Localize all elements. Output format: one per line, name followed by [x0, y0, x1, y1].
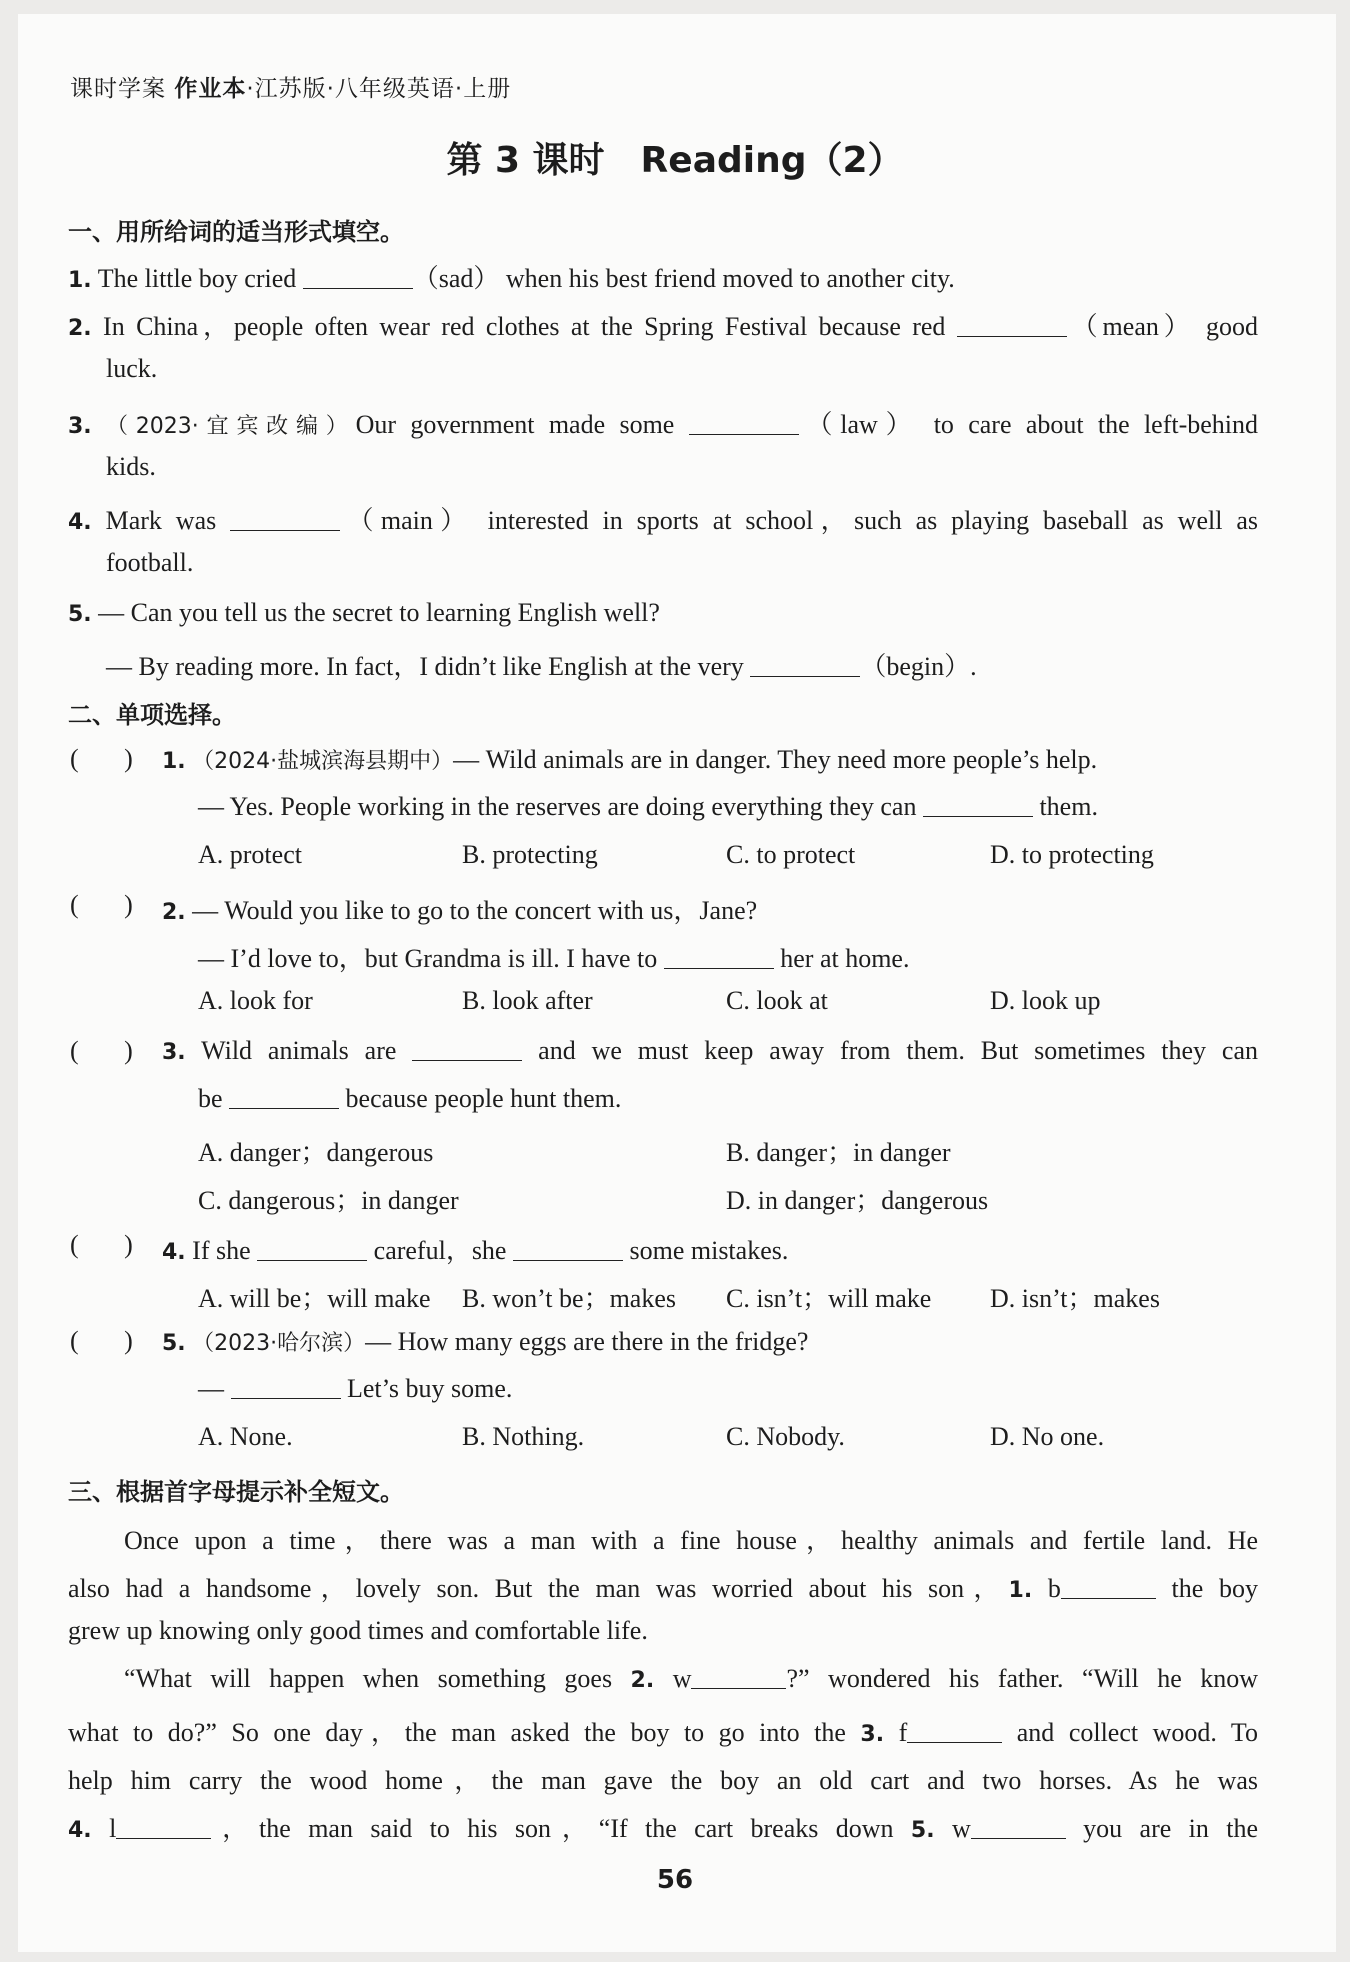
s2-question-5: 5. （2023·哈尔滨）— How many eggs are there in the fridge? [162, 1327, 809, 1356]
answer-blank[interactable] [412, 1038, 522, 1061]
s2-question-4: 4. If she careful，she some mistakes. [162, 1236, 789, 1265]
answer-blank[interactable] [691, 1666, 786, 1689]
answer-blank[interactable] [230, 508, 340, 531]
option-c[interactable]: C. dangerous；in danger [198, 1186, 459, 1215]
s2-question-1: 1. （2024·盐城滨海县期中）— Wild animals are in danger. They need more people’s help. [162, 745, 1098, 774]
s1-question-4-cont: football. [106, 548, 194, 577]
s1-question-4: 4. Mark was （main） interested in sports at school，such as playing baseball as well as [68, 506, 1258, 535]
answer-paren[interactable]: ( ) [70, 1326, 133, 1355]
section-2-heading: 二、单项选择。 [68, 701, 236, 729]
passage-line: help him carry the wood home，the man gave the boy an old cart and two horses. As he was [68, 1766, 1258, 1795]
answer-blank[interactable] [303, 266, 413, 289]
option-a[interactable]: A. danger；dangerous [198, 1138, 434, 1167]
option-a[interactable]: A. protect [198, 840, 302, 869]
page-number: 56 [656, 1865, 694, 1895]
book-type: 作业本 [174, 76, 247, 102]
passage-line: also had a handsome，lovely son. But the man was worried about his son，1. b the boy [68, 1574, 1259, 1603]
answer-blank[interactable] [257, 1238, 367, 1261]
option-d[interactable]: D. in danger；dangerous [726, 1186, 989, 1215]
book-series: 课时学案 [70, 76, 166, 102]
s1-question-1: 1. The little boy cried （sad） when his best friend moved to another city. [68, 264, 955, 293]
s2-question-2: 2. — Would you like to go to the concert with us，Jane? [162, 896, 758, 925]
answer-blank[interactable] [513, 1238, 623, 1261]
s1-question-2: 2. In China，people often wear red clothes at the Spring Festival because red （mean） good [68, 312, 1258, 341]
answer-paren[interactable]: ( ) [70, 1230, 133, 1259]
passage-line: Once upon a time，there was a man with a fine house，healthy animals and fertile land. He [124, 1526, 1258, 1555]
book-edition: ·江苏版·八年级英语·上册 [246, 76, 512, 102]
s2-question-3-cont: be because people hunt them. [198, 1084, 622, 1113]
s2-question-2-reply: — I’d love to，but Grandma is ill. I have to her at home. [198, 944, 910, 973]
answer-blank[interactable] [750, 654, 860, 677]
option-c[interactable]: C. isn’t；will make [726, 1284, 932, 1313]
answer-paren[interactable]: ( ) [70, 744, 133, 773]
passage-line: 4. l ，the man said to his son，“If the cart breaks down 5. w you are in the [68, 1814, 1259, 1843]
answer-blank[interactable] [923, 794, 1033, 817]
lesson-title: 第 3 课时 Reading（2） [446, 140, 904, 181]
answer-blank[interactable] [664, 946, 774, 969]
option-c[interactable]: C. Nobody. [726, 1422, 845, 1451]
page-sheet [18, 14, 1336, 1952]
answer-paren[interactable]: ( ) [70, 890, 133, 919]
s1-question-5: 5. — Can you tell us the secret to learning English well? [68, 598, 660, 627]
running-header [70, 70, 511, 103]
s1-question-5-reply: — By reading more. In fact，I didn’t like English at the very （begin）. [106, 652, 977, 681]
answer-paren[interactable]: ( ) [70, 1036, 133, 1065]
option-d[interactable]: D. to protecting [990, 840, 1154, 869]
s2-question-3: 3. Wild animals are and we must keep away from them. But sometimes they can [162, 1036, 1258, 1065]
option-d[interactable]: D. look up [990, 986, 1101, 1015]
s2-question-1-reply: — Yes. People working in the reserves are doing everything they can them. [198, 792, 1098, 821]
answer-blank[interactable] [1061, 1576, 1156, 1599]
answer-blank[interactable] [689, 412, 799, 435]
section-1-heading: 一、用所给词的适当形式填空。 [68, 218, 404, 246]
option-b[interactable]: B. protecting [462, 840, 598, 869]
s1-question-2-cont: luck. [106, 354, 158, 383]
option-d[interactable]: D. No one. [990, 1422, 1105, 1451]
s1-question-3-cont: kids. [106, 452, 156, 481]
option-c[interactable]: C. look at [726, 986, 828, 1015]
passage-line: grew up knowing only good times and comfortable life. [68, 1616, 648, 1645]
answer-blank[interactable] [971, 1816, 1066, 1839]
answer-blank[interactable] [907, 1720, 1002, 1743]
passage-line: “What will happen when something goes 2. w ?” wondered his father. “Will he know [124, 1664, 1258, 1693]
option-b[interactable]: B. danger；in danger [726, 1138, 951, 1167]
answer-blank[interactable] [231, 1376, 341, 1399]
option-b[interactable]: B. Nothing. [462, 1422, 585, 1451]
option-a[interactable]: A. will be；will make [198, 1284, 431, 1313]
option-b[interactable]: B. won’t be；makes [462, 1284, 676, 1313]
option-c[interactable]: C. to protect [726, 840, 856, 869]
answer-blank[interactable] [116, 1816, 211, 1839]
option-d[interactable]: D. isn’t；makes [990, 1284, 1160, 1313]
option-a[interactable]: A. None. [198, 1422, 293, 1451]
answer-blank[interactable] [957, 314, 1067, 337]
option-a[interactable]: A. look for [198, 986, 313, 1015]
passage-line: what to do?” So one day，the man asked the boy to go into the 3. f and collect wood. To [68, 1718, 1258, 1747]
s2-question-5-reply: — Let’s buy some. [198, 1374, 513, 1403]
option-b[interactable]: B. look after [462, 986, 593, 1015]
s1-question-3: 3. （2023·宜宾改编）Our government made some （law） to care about the left-behind [68, 410, 1259, 439]
section-3-heading: 三、根据首字母提示补全短文。 [68, 1478, 404, 1506]
answer-blank[interactable] [229, 1086, 339, 1109]
